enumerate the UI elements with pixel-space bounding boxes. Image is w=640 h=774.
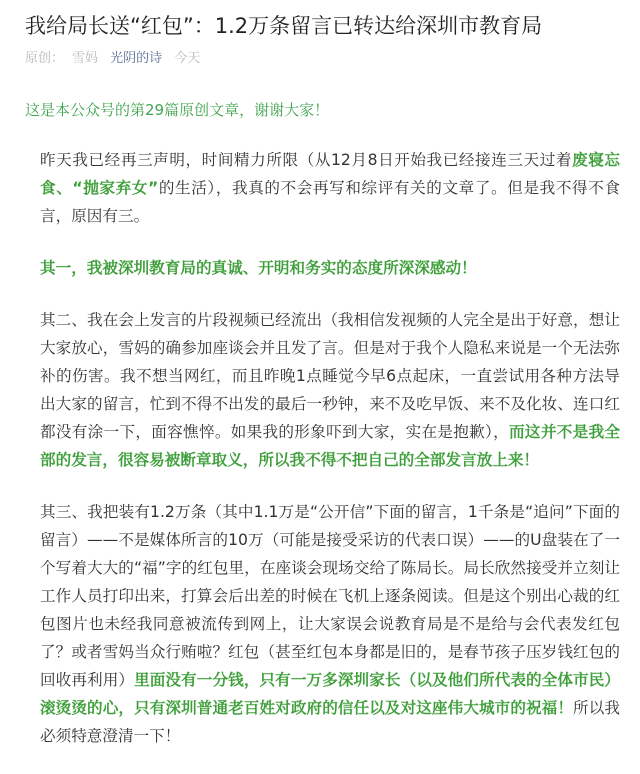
paragraph-text: 其二、我在会上发言的片段视频已经流出（我相信发视频的人完全是出于好意，想让大家放心，雪妈的确参加座谈会并且发了言。但是对于我个人隐私来说是一个无法弥补的伤害。我不想当网红，而且昨晚1点睡觉今早6点起床，一直尝试用各种方法导出大家的留言，忙到不得不出发的最后一秒钟，来不及吃早饭、来不及化妆、连口红都没有涂一下，面容憔悴。如果我的形象吓到大家，实在是抱歉）， xyxy=(40,311,620,441)
paragraph-text: 所以我必须特意澄清一下！ xyxy=(40,699,620,745)
highlight-text: 废寝忘食、“抛家弃女” xyxy=(40,151,620,197)
paragraph-text: 其三、我把装有1.2万条（其中1.1万是“公开信”下面的留言，1千条是“追问”下面的留言）——不是媒体所言的10万（可能是接受采访的代表口误）——的U盘装在了一个写着大大的“福”字的红包里，在座谈会现场交给了陈局长。局长欣然接受并立刻让工作人员打印出来，打算会后出差的时候在飞机上逐条阅读。但是这个别出心裁的红包图片也未经我同意被流传到网上，让大家误会说教育局是不是给与会代表发红包了？或者雪妈当众行贿啦？红包（甚至红包本身都是旧的，是春节孩子压岁钱红包的回收再利用） xyxy=(40,503,620,689)
original-label: 原创： xyxy=(25,51,65,66)
intro-note: 这是本公众号的第29篇原创文章，谢谢大家！ xyxy=(25,101,330,119)
publish-date: 今天 xyxy=(174,51,201,66)
author-name: 雪妈 xyxy=(72,51,99,66)
paragraph-2 xyxy=(40,254,620,282)
paragraph-4 xyxy=(40,498,620,750)
highlight-text: 其一，我被深圳教育局的真诚、开明和务实的态度所深深感动！ xyxy=(40,259,477,277)
article-title: 我给局长送“红包”：1.2万条留言已转达给深圳市教育局 xyxy=(25,14,543,38)
paragraph-3 xyxy=(40,306,620,474)
paragraph-1 xyxy=(40,146,620,230)
article-meta xyxy=(25,50,208,68)
account-link[interactable]: 光阴的诗 xyxy=(110,51,163,66)
highlight-text: 里面没有一分钱，只有一万多深圳家长（以及他们所代表的全体市民）滚烫烫的心，只有深圳普通老百姓对政府的信任以及对这座伟大城市的祝福！ xyxy=(40,671,620,717)
highlight-text: 而这并不是我全部的发言，很容易被断章取义，所以我不得不把自己的全部发言放上来！ xyxy=(40,423,620,469)
paragraph-text: 昨天我已经再三声明，时间精力所限（从12月8日开始我已经接连三天过着 xyxy=(40,151,573,169)
article-body xyxy=(40,146,620,774)
paragraph-text: 的生活），我真的不会再写和综评有关的文章了。但是我不得不食言，原因有三。 xyxy=(40,179,621,225)
